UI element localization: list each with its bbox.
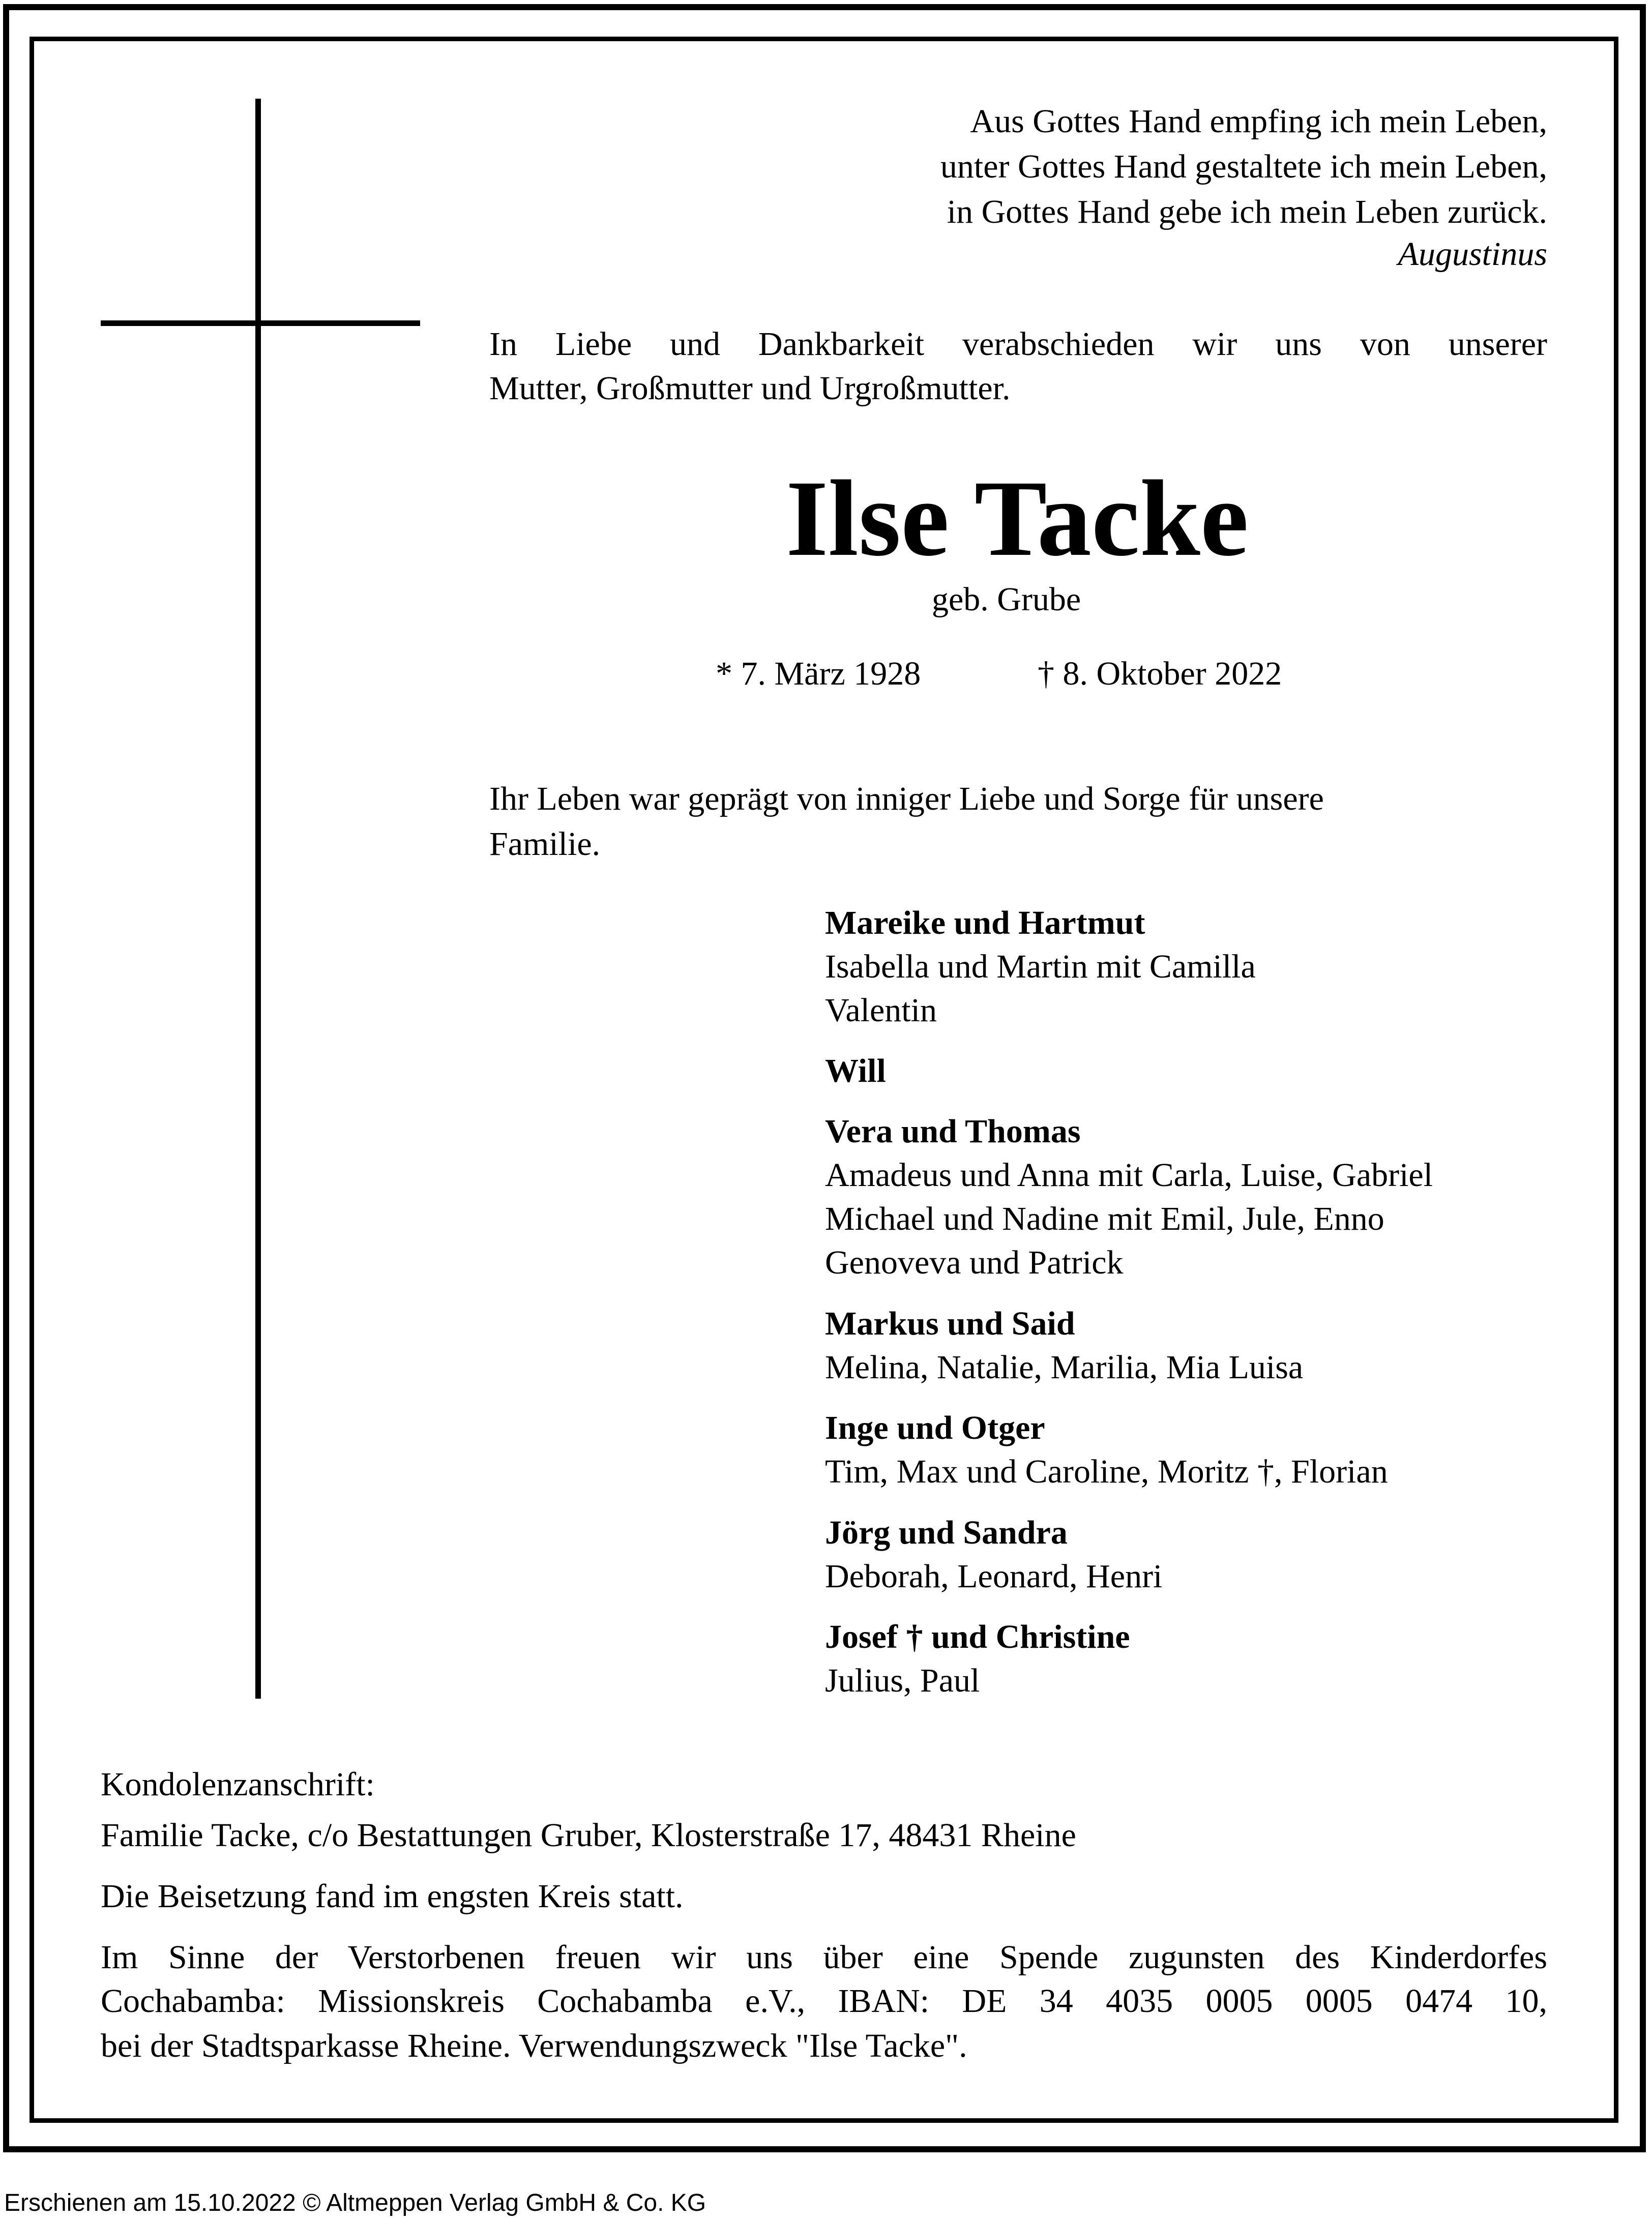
quote-author: Augustinus bbox=[1398, 235, 1547, 273]
mourner-group-5-line-1: Tim, Max und Caroline, Moritz †, Florian bbox=[825, 1453, 1388, 1490]
mourner-group-6-line-1: Deborah, Leonard, Henri bbox=[825, 1558, 1163, 1595]
intro-line-2: Mutter, Großmutter und Urgroßmutter. bbox=[489, 370, 1011, 407]
mourner-group-6-head: Jörg und Sandra bbox=[825, 1514, 1068, 1551]
mourner-group-5-head: Inge und Otger bbox=[825, 1409, 1045, 1446]
birth-date: * 7. März 1928 bbox=[716, 655, 921, 692]
quote-line-2: unter Gottes Hand gestaltete ich mein Leben, bbox=[940, 148, 1547, 185]
cross-vertical-bar bbox=[255, 99, 261, 1699]
donation-line-2: Cochabamba: Missionskreis Cochabamba e.V., IBAN: DE 34 4035 0005 0005 0474 10, bbox=[101, 1982, 1547, 2020]
mourner-group-3-line-3: Genoveva und Patrick bbox=[825, 1244, 1124, 1281]
mourner-group-4-head: Markus und Said bbox=[825, 1305, 1075, 1342]
deceased-name: Ilse Tacke bbox=[786, 458, 1249, 579]
donation-paragraph bbox=[101, 1936, 1547, 2023]
condolence-address: Familie Tacke, c/o Bestattungen Gruber, Klosterstraße 17, 48431 Rheine bbox=[101, 1817, 1076, 1854]
mourner-group-1-line-1: Isabella und Martin mit Camilla bbox=[825, 948, 1256, 985]
mourner-group-1-head: Mareike und Hartmut bbox=[825, 904, 1145, 941]
birth-name: geb. Grube bbox=[932, 581, 1081, 618]
mourner-group-3-head: Vera und Thomas bbox=[825, 1113, 1081, 1150]
quote-line-3: in Gottes Hand gebe ich mein Leben zurück. bbox=[947, 193, 1547, 230]
donation-line-1: Im Sinne der Verstorbenen freuen wir uns über eine Spende zugunsten des Kinderdorfes bbox=[101, 1939, 1547, 1976]
mourner-group-3-line-2: Michael und Nadine mit Emil, Jule, Enno bbox=[825, 1200, 1384, 1237]
tribute-line-2: Familie. bbox=[489, 825, 601, 863]
mourner-group-1-line-2: Valentin bbox=[825, 992, 937, 1029]
mourner-group-7-line-1: Julius, Paul bbox=[825, 1662, 980, 1699]
cross-horizontal-bar bbox=[101, 320, 420, 326]
intro-paragraph bbox=[489, 322, 1547, 366]
burial-note: Die Beisetzung fand im engsten Kreis statt. bbox=[101, 1878, 684, 1915]
quote-line-1: Aus Gottes Hand empfing ich mein Leben, bbox=[970, 103, 1547, 140]
mourner-group-3-line-1: Amadeus und Anna mit Carla, Luise, Gabriel bbox=[825, 1157, 1433, 1194]
death-date: † 8. Oktober 2022 bbox=[1038, 655, 1282, 692]
intro-line-1: In Liebe und Dankbarkeit verabschieden wir uns von unserer bbox=[489, 325, 1547, 363]
tribute-line-1: Ihr Leben war geprägt von inniger Liebe und Sorge für unsere bbox=[489, 780, 1324, 817]
publication-footer: Erschienen am 15.10.2022 © Altmeppen Verlag GmbH & Co. KG bbox=[4, 2189, 706, 2216]
mourner-group-4-line-1: Melina, Natalie, Marilia, Mia Luisa bbox=[825, 1349, 1304, 1386]
mourner-group-7-head: Josef † und Christine bbox=[825, 1618, 1130, 1655]
condolence-label: Kondolenzanschrift: bbox=[101, 1766, 375, 1803]
donation-line-3: bei der Stadtsparkasse Rheine. Verwendungszweck "Ilse Tacke". bbox=[101, 2027, 967, 2064]
mourner-group-2-head: Will bbox=[825, 1052, 886, 1089]
